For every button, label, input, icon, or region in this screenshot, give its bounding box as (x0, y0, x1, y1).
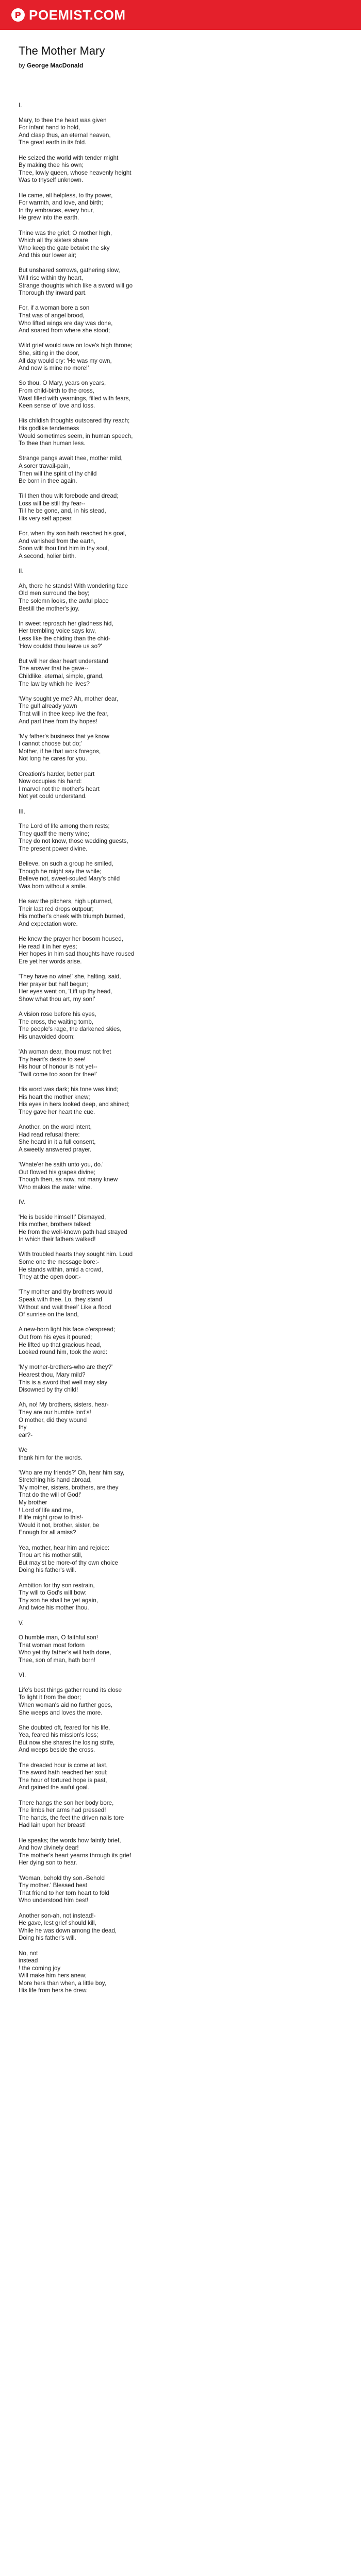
poem-line: Mary, to thee the heart was given (19, 116, 107, 124)
poem-line: No, not (19, 1950, 38, 1957)
stanza (19, 455, 342, 485)
poem-line: And gained the awful goal. (19, 1784, 89, 1791)
poem-line: Thou art his mother still, (19, 1552, 83, 1559)
poem-line: A sorer travail-pain, (19, 462, 70, 469)
poem-line: Would it not, brother, sister, be (19, 1521, 100, 1529)
poem-line: Show what thou art, my son!' (19, 995, 95, 1003)
poem-line: Doing his father's will. (19, 1935, 76, 1942)
byline-prefix: by (19, 62, 27, 69)
poem-line: Without and wait thee!' Like a flood (19, 1303, 111, 1311)
poem-line: Out flowed his grapes divine; (19, 1168, 95, 1176)
poem-line: All day would cry: 'He was my own, (19, 357, 112, 364)
poem-line: The Lord of life among them rests; (19, 823, 110, 830)
poem-line: And now is mine no more!' (19, 365, 89, 372)
poem-line: Hearest thou, Mary mild? (19, 1371, 86, 1378)
poem-line: Another, on the word intent, (19, 1123, 92, 1130)
stanza (19, 1582, 342, 1612)
poem-line: Soon wilt thou find him in thy soul, (19, 545, 109, 552)
poem-line: Thy will to God's will bow: (19, 1589, 87, 1597)
stanza (19, 342, 342, 372)
poem-line: When woman's aid no further goes, (19, 1701, 113, 1708)
poem-line: And how divinely dear! (19, 1844, 79, 1852)
poem-line: 'Woman, behold thy son.-Behold (19, 1874, 105, 1882)
poem-line: She, sitting in the door, (19, 350, 79, 357)
poem-line: This is a sword that well may slay (19, 1379, 108, 1386)
poem-line: A second, holier birth. (19, 553, 76, 560)
poem-line: Her prayer but half begun; (19, 980, 88, 988)
stanza (19, 1011, 342, 1041)
poem-line: That do the will of God!' (19, 1492, 81, 1499)
stanza (19, 1762, 342, 1792)
poem-line: More hers than when, a little boy, (19, 1979, 106, 1987)
poem-line: Had lain upon her breast! (19, 1822, 86, 1829)
poem-line: And clasp thus, an eternal heaven, (19, 131, 111, 139)
poem-line: 'My mother, sisters, brothers, are they (19, 1484, 119, 1491)
poem-line: Not long he cares for you. (19, 755, 87, 762)
poem-line: He from the well-known path had strayed (19, 1228, 127, 1235)
poem-line: He saw the pitchers, high upturned, (19, 898, 113, 905)
poem-line: Her dying son to hear. (19, 1859, 77, 1867)
stanza (19, 230, 342, 260)
poem-line: For warmth, and love, and birth; (19, 199, 103, 207)
poem-line: Loss will be still thy fear-- (19, 500, 86, 507)
stanza (19, 155, 342, 184)
poem-line: Will rise within thy heart, (19, 275, 83, 282)
stanza (19, 696, 342, 725)
stanza (19, 192, 342, 222)
poem-line: Ere yet her words arise. (19, 958, 82, 965)
poem-line: Enough for all amiss? (19, 1529, 76, 1536)
poem-line: For infant hand to hold, (19, 124, 80, 131)
poem-line: His unavoided doom: (19, 1033, 75, 1040)
poem-line: Believe, on such a group he smiled, (19, 860, 113, 868)
stanza (19, 1837, 342, 1867)
poem-line: thy (19, 1424, 27, 1431)
poem-line: And this our lower air; (19, 252, 77, 259)
stanza (19, 898, 342, 928)
poem-line: Will make him hers anew; (19, 1972, 87, 1979)
stanza (19, 1214, 342, 1244)
poem-line: Less like the chiding than the chid- (19, 635, 110, 642)
logo-text: POEMIST.COM (29, 7, 126, 23)
poem-line: Wast filled with yearnings, filled with fears, (19, 395, 130, 402)
poem-line: ear?- (19, 1431, 33, 1438)
poem-line: 'My father's business that ye know (19, 733, 109, 740)
poem-line: Thorough thy inward part. (19, 290, 87, 297)
poem-line: Keen sense of love and loss. (19, 402, 95, 410)
poem-line: Ambition for thy son restrain, (19, 1582, 95, 1589)
poem-byline (19, 62, 342, 69)
poem-line: So thou, O Mary, years on years, (19, 380, 106, 387)
poem-line: Bestill the mother's joy. (19, 605, 79, 612)
poem-line: O mother, did they wound (19, 1416, 87, 1423)
stanza (19, 1687, 342, 1717)
poem-line: The people's rage, the darkened skies, (19, 1026, 122, 1033)
poem-line: He lifted up that gracious head, (19, 1341, 102, 1348)
site-header (0, 0, 361, 30)
poem-line: If life might grow to this!- (19, 1514, 84, 1521)
section-label: VI. (19, 1672, 26, 1679)
poem-line: Her hopes in him sad thoughts have roused (19, 951, 135, 958)
poem-line: His mother, brothers talked: (19, 1221, 92, 1228)
poem-line: They do not know, those wedding guests, (19, 838, 128, 845)
poem-line: Thee, lowly queen, whose heavenly height (19, 169, 132, 176)
poem-line: My brother (19, 1499, 47, 1506)
poem-line: And expectation wore. (19, 920, 78, 927)
poem-line: While he was down among the dead, (19, 1927, 117, 1934)
poem-line: Ah, no! My brothers, sisters, hear- (19, 1401, 109, 1409)
poem-line: But unshared sorrows, gathering slow, (19, 267, 120, 274)
stanza (19, 1950, 342, 1995)
poem-line: Be born in thee again. (19, 478, 77, 485)
poem-line: Her trembling voice says low, (19, 628, 96, 635)
stanza (19, 583, 342, 613)
poem-line: The present power divine. (19, 845, 88, 852)
poem-line: Was to thyself unknown. (19, 177, 84, 184)
poem-line: Disowned by thy child! (19, 1386, 78, 1394)
poem-line: From child-birth to the cross, (19, 387, 94, 394)
poem-line: By making thee his own; (19, 162, 84, 169)
poem-line: His very self appear. (19, 515, 73, 522)
poem-line: His godlike tenderness (19, 425, 79, 432)
poem-line: He gave, lest grief should kill, (19, 1920, 96, 1927)
section-label: III. (19, 808, 25, 815)
stanza (19, 304, 342, 334)
poem-line: Though then, as now, not many knew (19, 1176, 118, 1183)
author-link[interactable]: George MacDonald (27, 62, 84, 69)
stanza (19, 417, 342, 447)
poem-line: To light it from the door; (19, 1694, 81, 1701)
poem-line: Till he be gone, and, in his stead, (19, 507, 106, 515)
poem-line: But now she shares the losing strife, (19, 1739, 115, 1746)
poem-line: Would sometimes seem, in human speech, (19, 432, 133, 439)
poem-line: That woman most forlorn (19, 1641, 85, 1649)
poem-line: His life from hers he drew. (19, 1987, 88, 1994)
poem-line: Strange thoughts which like a sword will go (19, 282, 133, 289)
poem-line: In which their fathers walked! (19, 1236, 96, 1243)
stanza (19, 1724, 342, 1754)
section-label: IV. (19, 1198, 26, 1206)
stanza (19, 771, 342, 801)
poem-line: Though he might say the while; (19, 868, 102, 875)
poem-line: Thy mother.' Blessed hest (19, 1882, 88, 1889)
poem-line: I cannot choose but do;' (19, 740, 82, 748)
poem-line: The dreaded hour is come at last, (19, 1761, 108, 1769)
poem-line: She weeps and loves the more. (19, 1709, 103, 1716)
poemist-logo-icon (10, 7, 26, 23)
poem-line: Who lifted wings ere day was done, (19, 319, 113, 327)
poem-line: Then will the spirit of thy child (19, 470, 97, 477)
poem-line: 'My mother-brothers-who are they?' (19, 1364, 113, 1371)
stanza (19, 973, 342, 1003)
stanza (19, 1251, 342, 1281)
poem-line: They gave her heart the cue. (19, 1108, 95, 1115)
stanza (19, 493, 342, 522)
poem-line: A new-born light his face o'erspread; (19, 1326, 116, 1333)
site-logo[interactable] (10, 7, 126, 23)
poem-page (0, 30, 361, 1995)
stanza (19, 1800, 342, 1829)
stanza (19, 117, 342, 147)
stanza (19, 267, 342, 297)
poem-line: To thee than human less. (19, 440, 86, 447)
poem-line: Old men surround the boy; (19, 590, 90, 597)
poem-line: instead (19, 1957, 38, 1964)
poem-line: And twice his mother thou. (19, 1604, 89, 1612)
poem-line: Strange pangs await thee, mother mild, (19, 455, 123, 462)
poem-line: His eyes in hers looked deep, and shined; (19, 1101, 130, 1108)
poem-line: The hour of tortured hope is past, (19, 1776, 107, 1784)
poem-line: ! the coming joy (19, 1964, 61, 1972)
poem-line: In sweet reproach her gladness hid, (19, 620, 113, 627)
stanza (19, 1912, 342, 1942)
poem-line: Not yet could understand. (19, 793, 87, 800)
stanza (19, 823, 342, 853)
poem-line: But may'st be more-of thy own choice (19, 1559, 118, 1566)
poem-line: Mother, if he that work foregos, (19, 748, 101, 755)
poem-line: The gulf already yawn (19, 703, 77, 710)
poem-line: The sword hath reached her soul; (19, 1769, 108, 1776)
poem-line: For, if a woman bore a son (19, 304, 90, 312)
poem-line: The hands, the feet the driven nails tore (19, 1814, 124, 1821)
poem-line: Which all thy sisters share (19, 237, 88, 244)
poem-line: O humble man, O faithful son! (19, 1634, 99, 1641)
poem-line: Now occupies his hand: (19, 778, 82, 785)
stanza (19, 1124, 342, 1154)
poem-line: He came, all helpless, to thy power, (19, 192, 113, 199)
poem-line: His hour of honour is not yet-- (19, 1063, 97, 1071)
poem-line: thank him for the words. (19, 1454, 83, 1461)
poem-line: He knew the prayer her bosom housed, (19, 936, 124, 943)
poem-line: Looked round him, took the word: (19, 1349, 108, 1356)
poem-line: Creation's harder, better part (19, 770, 95, 777)
poem-line: She doubted oft, feared for his life, (19, 1724, 110, 1731)
poem-line: 'Twill come too soon for thee!' (19, 1071, 97, 1078)
stanza (19, 1469, 342, 1537)
poem-line: Yea, feared his mission's loss; (19, 1732, 99, 1739)
poem-line: He seized the world with tender might (19, 154, 119, 161)
stanza (19, 1161, 342, 1191)
stanza (19, 936, 342, 965)
poem-line: His heart the mother knew; (19, 1093, 90, 1100)
poem-line: He stands within, amid a crowd, (19, 1266, 103, 1273)
poem-line: Doing his father's will. (19, 1567, 76, 1574)
poem-line: Childlike, eternal, simple, grand, (19, 672, 104, 680)
poem-line: She heard in it a full consent, (19, 1139, 96, 1146)
poem-line: Out from his eyes it poured; (19, 1334, 92, 1341)
poem-line: He speaks; the words how faintly brief, (19, 1837, 121, 1844)
poem-line: Who keep the gate betwixt the sky (19, 244, 110, 251)
poem-line: The cross, the waiting tomb, (19, 1018, 93, 1025)
poem-line: 'How couldst thou leave us so?' (19, 642, 102, 650)
poem-line: Who yet thy father's will hath done, (19, 1649, 111, 1656)
poem-line: And vanished from the earth, (19, 537, 95, 545)
poem-line: His mother's cheek with triumph burned, (19, 913, 125, 920)
poem-line: That friend to her torn heart to fold (19, 1889, 109, 1896)
poem-line: Life's best things gather round its close (19, 1686, 122, 1693)
poem-line: 'Why sought ye me? Ah, mother dear, (19, 695, 118, 702)
poem-line: The solemn looks, the awful place (19, 598, 109, 604)
stanza (19, 1875, 342, 1905)
poem-line: Some one the message bore:- (19, 1259, 99, 1266)
stanza (19, 733, 342, 763)
poem-line: 'Thy mother and thy brothers would (19, 1289, 112, 1296)
poem-line: Yea, mother, hear him and rejoice: (19, 1544, 110, 1551)
poem-line: A vision rose before his eyes, (19, 1011, 96, 1018)
poem-line: But will her dear heart understand (19, 657, 109, 665)
stanza (19, 1086, 342, 1116)
poem-line: Thee, son of man, hath born! (19, 1656, 95, 1664)
stanza (19, 1289, 342, 1318)
stanza (19, 1545, 342, 1574)
poem-line: 'Who are my friends?' Oh, hear him say, (19, 1469, 125, 1476)
stanza (19, 620, 342, 650)
poem-line: A sweetly answered prayer. (19, 1146, 92, 1153)
poem-line: They are our humble lord's! (19, 1409, 91, 1416)
poem-line: And part thee from thy hopes! (19, 718, 97, 725)
poem-line: They quaff the merry wine; (19, 830, 90, 837)
poem-line: Till then thou wilt forebode and dread; (19, 493, 119, 500)
poem-line: 'He is beside himself!' Dismayed, (19, 1213, 106, 1221)
poem-line: Speak with thee. Lo, they stand (19, 1296, 102, 1303)
poem-line: The answer that he gave-- (19, 665, 89, 672)
poem-line: In thy embraces, every hour, (19, 207, 94, 214)
poem-line: Believe not, sweet-souled Mary's child (19, 875, 120, 883)
poem-line: Was born without a smile. (19, 883, 87, 890)
stanza (19, 658, 342, 688)
poem-line: Who understood him best! (19, 1897, 89, 1904)
poem-line: The limbs her arms had pressed! (19, 1807, 106, 1814)
poem-line: Thy son he shall be yet again, (19, 1597, 99, 1604)
stanza (19, 1634, 342, 1664)
stanza (19, 1364, 342, 1394)
poem-line: He read it in her eyes; (19, 943, 77, 950)
poem-line: And soared from where she stood; (19, 327, 110, 334)
poem-line: Her eyes went on, 'Lift up thy head, (19, 988, 112, 995)
poem-line: Wild grief would rave on love's high throne; (19, 342, 133, 349)
stanza (19, 860, 342, 890)
section-label: V. (19, 1619, 24, 1626)
poem-title: The Mother Mary (19, 44, 105, 57)
poem-line: He grew into the earth. (19, 214, 79, 222)
stanza (19, 1401, 342, 1439)
poem-line: Who makes the water wine. (19, 1183, 92, 1191)
stanza (19, 1447, 342, 1462)
poem-line: The mother's heart yearns through its grief (19, 1852, 132, 1859)
poem-line: 'Ah woman dear, thou must not fret (19, 1048, 111, 1056)
section-label: II. (19, 568, 24, 575)
section-label: I. (19, 102, 22, 109)
poem-line: The great earth in its fold. (19, 139, 87, 146)
poem-line: For, when thy son hath reached his goal, (19, 530, 126, 537)
poem-line: That was of angel brood, (19, 312, 85, 319)
stanza (19, 530, 342, 560)
poem-line: Had read refusal there: (19, 1131, 80, 1138)
poem-line: They at the open door:- (19, 1274, 81, 1281)
poem-line: Their last red drops outpour; (19, 905, 94, 912)
poem-line: His childish thoughts outsoared thy reach; (19, 417, 130, 425)
poem-line: Of sunrise on the land, (19, 1311, 79, 1318)
stanza (19, 1048, 342, 1078)
poem-line: There hangs the son her body bore, (19, 1799, 114, 1806)
stanza (19, 380, 342, 410)
poem-line: That will in thee keep live the fear, (19, 710, 109, 717)
poem-line: And weeps beside the cross. (19, 1747, 95, 1754)
poem-line: His word was dark; his tone was kind; (19, 1086, 119, 1093)
poem-line: 'They have no wine!' she, halting, said, (19, 973, 121, 980)
stanza (19, 1326, 342, 1356)
poem-line: Stretching his hand abroad, (19, 1477, 92, 1484)
poem-line: We (19, 1446, 28, 1453)
poem-line: Ah, there he stands! With wondering face (19, 582, 128, 589)
poem-body (19, 102, 342, 1995)
poem-line: The law by which he lives? (19, 680, 90, 687)
poem-line: Another son-ah, not instead!- (19, 1912, 96, 1919)
poem-line: 'Whate'er he saith unto you, do.' (19, 1161, 104, 1168)
poem-line: ! Lord of life and me, (19, 1506, 73, 1514)
poem-line: Thy heart's desire to see! (19, 1056, 86, 1063)
poem-line: With troubled hearts they sought him. Loud (19, 1251, 133, 1258)
poem-line: Thine was the grief; O mother high, (19, 229, 112, 236)
poem-line: I marvel not the mother's heart (19, 785, 100, 792)
